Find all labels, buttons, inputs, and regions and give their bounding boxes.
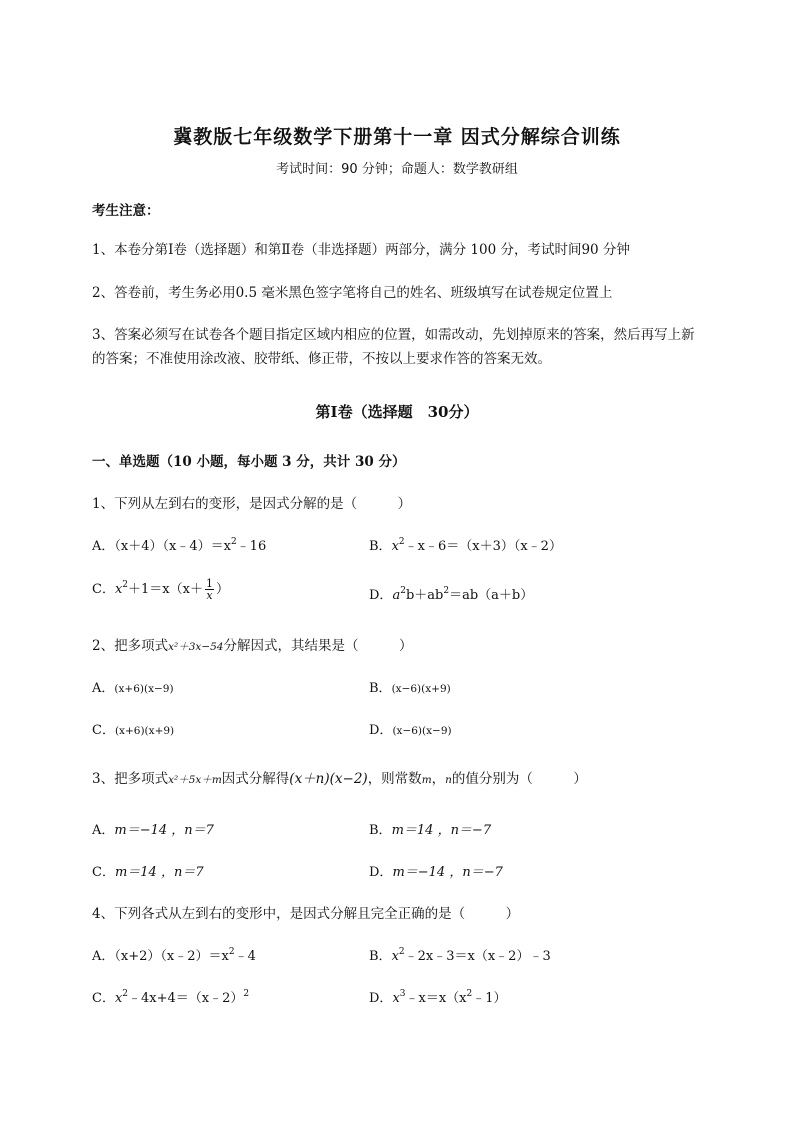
part-title: 第Ⅰ卷（选择题 30分） (315, 403, 479, 421)
question-3-option-c[interactable]: C．m＝14 ，n＝7 (92, 865, 204, 880)
question-4-option-d[interactable]: D．$x^3﹣x=x(x^2﹣1)$ (369, 989, 507, 1006)
question-4-option-c[interactable]: C．$x^2﹣4x+4=(x﹣2)^2$ (92, 989, 250, 1006)
question-3-option-b[interactable]: B．m＝14 ，n＝−7 (369, 823, 492, 838)
question-3-option-a[interactable]: A．m＝−14 ，n＝7 (92, 823, 214, 838)
question-4-option-a[interactable]: A．$(x+2)(x﹣2)=x^2﹣4$ (92, 947, 256, 964)
question-1-stem: 1、下列从左到右的变形，是因式分解的是（ ） (92, 496, 412, 512)
fraction: $\frac{1}{x}$ (205, 577, 213, 602)
question-1-option-b[interactable]: B．$x^2﹣x﹣6=(x+3)(x﹣2)$ (369, 537, 562, 554)
exam-info: 考试时间：90 分钟；命题人：数学教研组 (276, 162, 518, 177)
question-4-option-b[interactable]: B．$x^2﹣2x﹣3=x(x﹣2)﹣3$ (369, 947, 551, 964)
notice-item-3: 3、答案必须写在试卷各个题目指定区域内相应的位置，如需改动，先划掉原来的答案，然后再写上新 (92, 327, 695, 343)
notice-item-1: 1、本卷分第Ⅰ卷（选择题）和第Ⅱ卷（非选择题）两部分，满分 100 分，考试时间90 分钟 (92, 242, 630, 258)
question-2-option-d[interactable]: D．(x−6)(x−9) (369, 723, 452, 738)
question-2-stem: 2、把多项式x²＋3x−54分解因式，其结果是（ ） (92, 638, 413, 654)
question-2-option-a[interactable]: A．(x+6)(x−9) (92, 681, 174, 696)
question-4-stem: 4、下列各式从左到右的变形中，是因式分解且完全正确的是（ ） (92, 906, 520, 922)
question-3-option-d[interactable]: D．m＝−14 ，n＝−7 (369, 865, 503, 880)
notice-item-3-cont: 的答案；不准使用涂改液、胶带纸、修正带，不按以上要求作答的答案无效。 (92, 351, 551, 367)
question-3-stem: 3、把多项式x²＋5x＋m因式分解得(x＋n)(x−2)，则常数m，n的值分别为（ ） (92, 771, 587, 787)
question-2-option-c[interactable]: C．(x+6)(x+9) (92, 723, 175, 738)
notice-heading: 考生注意： (92, 203, 160, 219)
question-2-option-b[interactable]: B．(x−6)(x+9) (369, 681, 451, 696)
section-heading: 一、单选题（10 小题，每小题 3 分，共计 30 分） (92, 454, 406, 470)
notice-item-2: 2、答卷前，考生务必用0.5 毫米黑色签字笔将自己的姓名、班级填写在试卷规定位置上 (92, 285, 613, 301)
question-1-option-d[interactable]: D．$a^2b+ab^2=ab(a+b)$ (369, 586, 534, 603)
page-title: 冀教版七年级数学下册第十一章 因式分解综合训练 (173, 126, 621, 148)
question-1-option-a[interactable]: A．$(x+4)(x﹣4)=x^2﹣16$ (92, 537, 267, 554)
question-1-option-c[interactable]: C．$x^2+1=x(x+$ $\frac{1}{x}$ ） (92, 577, 229, 602)
